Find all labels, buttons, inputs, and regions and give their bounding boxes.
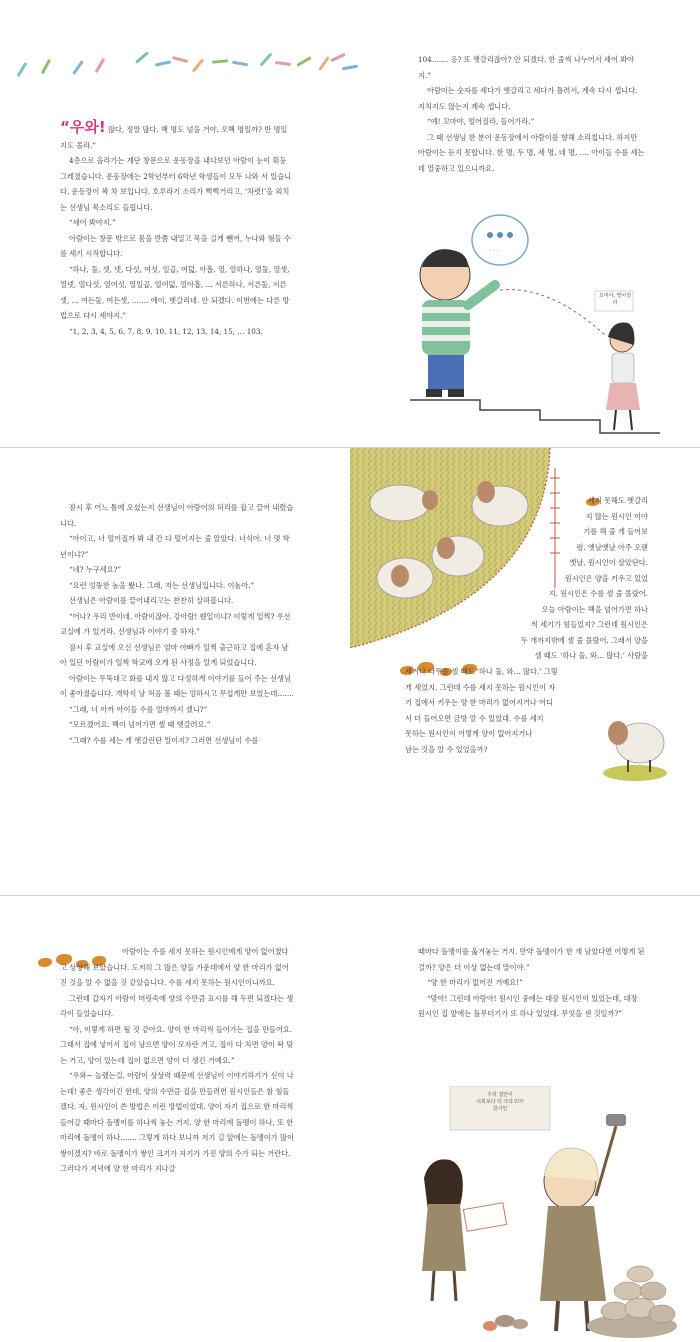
paragraph: 때마다 돌멩이를 옮겨놓는 거지. 만약 돌멩이가 한 개 남았다면 어떻게 된 걸까? 양은 더 이상 없는데 말이야.” (418, 947, 645, 972)
sign-line: 원시인 (492, 1106, 508, 1112)
paragraph: “얘! 꼬마야, 떨어질라, 들어가라.” (427, 117, 535, 126)
paragraph: 잠시 후 어느 틈에 오셨는지 선생님이 아람이의 허리를 잡고 끌어 내렸습니다. (60, 503, 294, 528)
text-line: 게 세었지. 그런데 수를 세지 못하는 원시인이 자 (405, 682, 556, 692)
paragraph: 선생님은 아람이를 끌어내리고는 찬찬히 살펴봅니다. (69, 596, 234, 605)
paragraph: “우와~ 놀랬는걸. 아람이 상상력 때문에 선생님이 이야기하기가 신이 나는데! 좋은 생각이긴 한데, 양의 수만큼 집을 만들려면 원시인들은 참 힘들겠다. 자, 원시인이 쓴 방법은 이런 방법이었대. 양이 자기 집으로 한 마리씩 들어갈 때마다 돌멩이를 하나씩 놓는 거지. 양 한 마리에 돌멩이 하나, 또 한 마리에 돌멩이 하나……. 그렇게 하다 보니까 저기 길 앞에는 돌멩이가 많이 쌓이겠지? 바로 돌멩이가 쌓인 크기가 자기가 가진 양의 수가 되는 거란다. 그러다가 저녁에 양 한 마리가 지나갈 (60, 1071, 294, 1173)
paragraph: 4층으로 올라가는 계단 창문으로 운동장을 내다보던 아람이 눈이 휘둥그레졌습니다. 운동장에는 2학년부터 6학년 학생들이 모두 나와 서 있습니다. 운동장이 꽉 차 보입니다. 호루라기 소리가 삑삑거리고, ‘차렷!’을 외치는 선생님 목소리도 들립니다. (60, 156, 292, 212)
page-spread-1 (0, 0, 700, 447)
page-spread-2 (0, 448, 700, 895)
paragraph: “네? 누구세요?” (69, 565, 122, 574)
paragraph: 그런데 갑자기 아람이 머릿속에 양의 수만큼 표시를 해 두면 되겠다는 생각이 들었습니다. (60, 993, 294, 1018)
text-line: 지 않는 원시인 이야 (585, 511, 648, 521)
text-line: 기 집에서 키우는 양 한 마리가 없어지거나 어디 (405, 698, 553, 707)
sign-line: 우리 집안이 (487, 1092, 513, 1098)
text-line: 기를 해 줄 게 들어보 (583, 527, 648, 536)
paragraph: “요런 엉뚱한 놈을 봤나. 그래, 저는 선생님입니다. 이놈아.” (69, 580, 255, 590)
text-line: 옛날, 원시인이 살았단다. (569, 558, 648, 567)
spread2-right-text (388, 493, 648, 664)
paragraph: 잠시 후 교실에 오신 선생님은 엄마 아빠가 일찍 출근하고 집에 혼자 남아 있던 아람이가 일찍 학교에 오게 된 사정을 알게 되었습니다. (60, 642, 289, 667)
stone (38, 958, 52, 967)
paragraph: “그래? 수를 세는 게 헷갈린단 말이지? 그러면 선생님이 수를 (69, 735, 259, 745)
paragraph: “그래, 너 아까 아이들 수를 얼마까지 셌니?” (69, 704, 208, 714)
sign-line: 너희보다 더 크다고!!! (476, 1099, 524, 1105)
text-line: 두 개까지밖에 셀 줄 몰랐어. 그래서 양을 (520, 635, 648, 645)
exclamation: “우와! (60, 118, 106, 136)
spread2-left-text (60, 500, 294, 748)
text-line: 세지 못해도 헷갈리 (587, 496, 648, 505)
cavemen-illustration (410, 1086, 680, 1341)
paragraph: 아람이는 수를 세지 못하는 원시인에게 양이 없어졌다고 상상해 보았습니다. 도저히 그 많은 양들 가운데에서 양 한 마리가 없어진 것을 알 수 없을 것 같았습니다. 수를 세지 못하는 원시인이니까요. (60, 947, 289, 987)
text-line: 렴. 옛날옛날 아주 오랜 (576, 542, 648, 552)
paragraph: “아, 이렇게 하면 될 것 같아요. 양이 한 마리씩 들어가는 집을 만들어요. 그래서 집에 넣어서 집이 남으면 양이 모자란 거고, 집이 다 차면 양이 딱 맞는 거고, 양이 있는데 집이 없으면 양이 더 생긴 거예요.” (60, 1024, 294, 1065)
paragraph: “1, 2, 3, 4, 5, 6, 7, 8, 9, 10, 11, 12, 13, 14, 15, … 103, (69, 326, 263, 336)
text-line: 셀 때도 ‘하나 둘, 와… 많다.’ 사람을 (534, 651, 648, 660)
spread3-left-text (60, 944, 294, 1177)
paragraph: “아이고, 너 떨어질까 봐 내 간 다 떨어지는 줄 알았다. 너석아. 너 몇 학년이냐?” (60, 534, 290, 559)
paragraph: “우와! 많다, 정말 많다. 백 명도 넘을 거야. 오백 명일까? 반 명일지도 몰라.” (60, 118, 288, 150)
paragraph: “어나? 우리 반이네. 아람이잖아. 강아람! 웬일이냐? 이렇게 일찍? 우선 교실에 가 있거라. 선생님과 이야기 좀 하자.” (60, 611, 291, 636)
text-line: 못하는 원시인이 어떻게 양이 없어지거나 (405, 729, 533, 738)
paragraph: 아람이는 무뚝대고 화를 내지 않고 다정하게 이야기를 들어 주는 선생님이 좋아졌습니다. 개학식 날 처음 볼 때는 엄하시고 무섭게만 보였는데……. (60, 673, 294, 698)
text-line: 남는 것을 알 수 있었을까? (405, 744, 488, 754)
paragraph: 104……. 응? 또 헷갈리잖아? 안 되겠다. 한 줄씩 나누어서 세어 봐야지.” (418, 55, 634, 80)
spread1-right-text (418, 52, 646, 176)
spread1-left-text (60, 120, 292, 339)
paragraph: 아람이는 숫자를 세다가 헷갈리고 세다가 틀려서, 계속 다시 셉니다. 지치지도 않는지 계속 셉니다. (418, 86, 638, 111)
boy-and-teacher-illustration (400, 205, 670, 445)
paragraph: “하나, 둘, 셋, 넷, 다섯, 여섯, 일곱, 여덟, 아홉, 열, 열하나, 열둘, 열셋, 열넷, 열다섯, 열여섯, 열일곱, 열여덟, 열아홉, … 서른하나, 서른둘, 서른셋, … 여든둘, 여든셋, ……. 에이, 헷갈리네. 안 되겠다. 이번에는 다른 방법으로 다시 세야지.” (60, 264, 290, 320)
text-line: 원시인은 양을 키우고 있었 (564, 573, 648, 583)
paragraph: 아람이는 창문 밖으로 몸을 반쯤 내밀고 목을 길게 뺀어, 누나와 형들 수를 세기 시작합니다. (60, 233, 291, 258)
paragraph: “모르겠어요. 백이 넘어가면 셀 때 헷갈려요.” (69, 720, 211, 729)
sheep-illustration (600, 708, 670, 783)
speech-note: 꼬마야, 떨어질라 (598, 293, 632, 306)
text-line: 씩 세기가 힘들었지? 그런데 원시인은 (530, 620, 648, 629)
text-line: 지. 원시인은 수를 셀 줄 몰랐어. (548, 589, 648, 598)
text-line: 세거나 나무를 셀 때도 ‘하나 둘, 와… 많다.’ 그렇 (405, 667, 558, 676)
page-spread-3 (0, 896, 700, 1342)
text-line: 서 더 들어오면 금방 알 수 있었대. 수를 세지 (405, 713, 544, 723)
paragraph: “양 한 마리가 없어진 거예요!” (427, 978, 523, 987)
caveman-sign (452, 1092, 548, 1113)
text-line: 오늘 아람이는 백을 넘어가면 하나 (541, 604, 648, 614)
svg-text:· · · ·: · · · · (485, 248, 499, 255)
paragraph: “맞아! 그런데 아람아! 원시인 중에는 대장 원시인이 있었는데, 대장 원시인 집 앞에는 돌무더기가 또 하나 있었대. 무엇을 센 것일까?” (418, 993, 638, 1018)
spread2-right-text-lower (405, 664, 605, 757)
paragraph: “세어 봐야지.” (69, 218, 116, 227)
spread3-right-text (418, 944, 646, 1022)
paragraph: 그 때 선생님 한 분이 운동장에서 아람이를 향해 소리칩니다. 하지만 아람이는 듣지 못합니다. 한 명, 두 명, 세 명, 네 명, …. 아이들 수를 세는 데 열중하고 있으니까요. (418, 132, 645, 173)
chalk-sticks-decoration (0, 0, 360, 90)
